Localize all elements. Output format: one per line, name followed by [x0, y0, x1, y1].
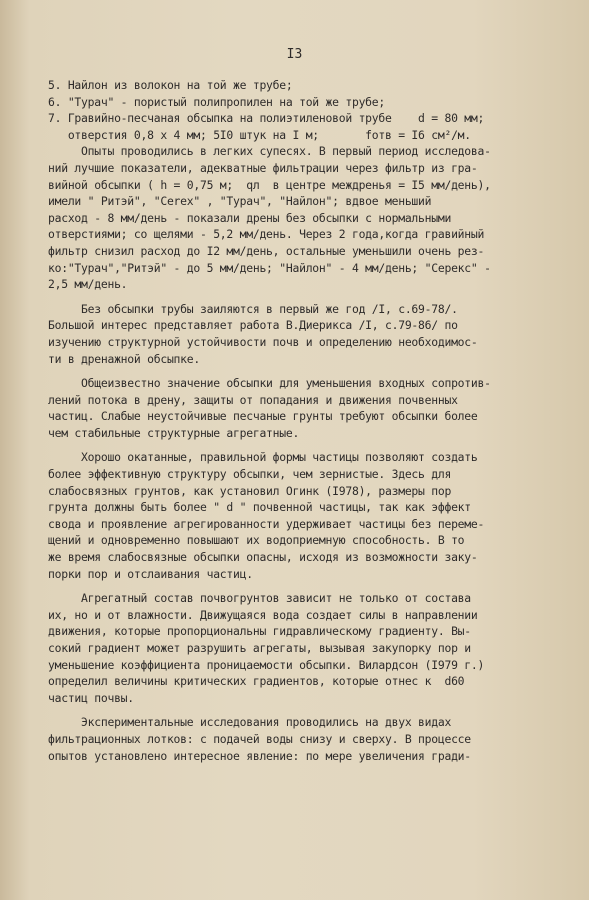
text-line: 2,5 мм/день. — [48, 277, 128, 292]
text-line: Общеизвестно значение обсыпки для уменьшения входных сопротив- — [48, 376, 491, 391]
text-line: Большой интерес представляет работа В.Диерикса /I, с.79-86/ по — [48, 318, 458, 333]
text-line: слабосвязных грунтов, как установил Огинк (I978), размеры пор — [48, 483, 452, 498]
text-line: вийной обсыпки ( h = 0,75 м; qл в центре междренья = I5 мм/день), — [48, 177, 491, 192]
text-line: отверстиями; со щелями - 5,2 мм/день. Через 2 года,когда гравийный — [48, 227, 485, 242]
text-line: их, но и от влажности. Движущаяся вода создает силы в направлении — [48, 607, 478, 622]
paragraph — [48, 714, 560, 764]
text-line: расход - 8 мм/день - показали дрены без обсыпки с нормальными — [48, 210, 452, 225]
text-line: чем стабильные структурные агрегатные. — [48, 425, 300, 440]
paragraph — [48, 375, 560, 441]
text-line: Без обсыпки трубы заиляются в первый же год /I, с.69-78/. — [48, 301, 458, 316]
text-line: Агрегатный состав почвогрунтов зависит не только от состава — [48, 591, 471, 606]
text-line: опытов установлено интересное явление: по мере увеличения гради- — [48, 748, 471, 763]
text-line: Экспериментальные исследования проводились на двух видах — [48, 715, 452, 730]
text-line: сокий градиент может разрушить агрегаты, вызывая закупорку пор и — [48, 641, 471, 655]
text-line: 6. "Турач" - пористый полипропилен на той же трубе; — [48, 94, 385, 109]
text-line: 7. Гравийно-песчаная обсыпка на полиэтиленовой трубе d = 80 мм; — [48, 111, 485, 126]
text-line: движения, которые пропорциональны гидравлическому градиенту. Вы- — [48, 624, 471, 639]
text-line: изучению структурной устойчивости почв и определению необходимос- — [48, 334, 478, 349]
text-line: имели " Ритэй", "Cerex" , "Турач", "Найлон"; вдвое меньший — [48, 194, 432, 209]
paragraph — [48, 77, 560, 293]
text-line: лений потока в дрену, защиты от попадания и движения почвенных — [48, 392, 458, 407]
paragraph — [48, 301, 560, 367]
text-line: определил величины критических градиентов, которые отнес к d60 — [48, 674, 465, 689]
text-line: щений и одновременно повышают их водоприемную способность. В то — [48, 533, 465, 548]
body-text — [48, 77, 560, 764]
text-line: ти в дренажной обсыпке. — [48, 351, 200, 366]
text-line: свода и проявление агрегированности удерживает частицы без переме- — [48, 516, 485, 531]
text-line: порки пор и отслаивания частиц. — [48, 566, 253, 581]
text-line: Хорошо окатанные, правильной формы частицы позволяют создать — [48, 450, 478, 465]
text-line: ко:"Турач","Ритэй" - до 5 мм/день; "Найлон" - 4 мм/день; "Серекс" - — [48, 260, 491, 275]
text-line: фильтрационных лотков: с подачей воды снизу и сверху. В процессе — [48, 731, 471, 746]
text-line: отверстия 0,8 х 4 мм; 5I0 штук на I м; fотв = I6 см²/м. — [48, 127, 471, 142]
text-line: же время слабосвязные обсыпки опасны, исходя из возможности заку- — [48, 550, 478, 565]
text-line: 5. Найлон из волокон на той же трубе; — [48, 78, 293, 92]
text-line: более эффективную структуру обсыпки, чем зернистые. Здесь для — [48, 467, 452, 482]
text-line: ний лучшие показатели, адекватные фильтрации через фильтр из гра- — [48, 160, 478, 175]
text-line: Опыты проводились в легких супесях. В первый период исследова- — [48, 144, 491, 159]
text-line: грунта должны быть более " d " почвенной частицы, так как эффект — [48, 500, 471, 515]
paragraph — [48, 449, 560, 582]
paragraph — [48, 590, 560, 706]
text-line: уменьшение коэффициента проницаемости обсыпки. Вилардсон (I979 г.) — [48, 657, 485, 672]
text-line: частиц почвы. — [48, 690, 134, 705]
text-line: фильтр снизил расход до I2 мм/день, остальные уменьшили очень рез- — [48, 243, 485, 258]
page-number: I3 — [286, 47, 303, 62]
text-line: частиц. Слабые неустойчивые песчаные грунты требуют обсыпки более — [48, 409, 478, 424]
